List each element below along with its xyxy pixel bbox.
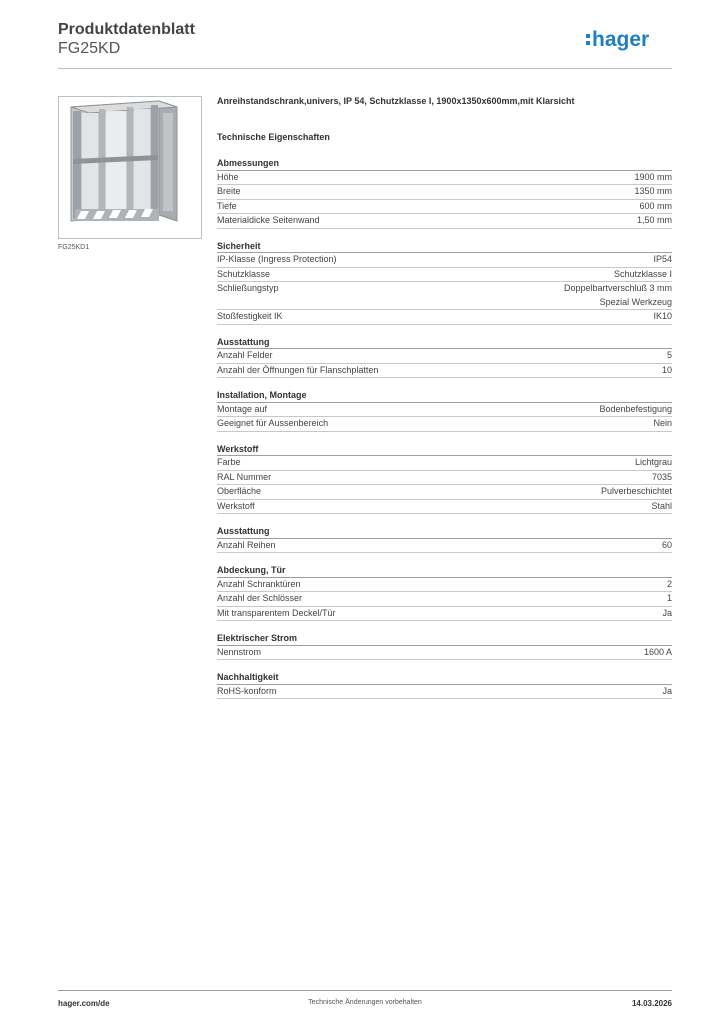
group-title: Ausstattung <box>217 524 672 539</box>
property-label: IP-Klasse (Ingress Protection) <box>217 254 337 264</box>
property-row <box>217 607 672 622</box>
property-value-line: Spezial Werkzeug <box>599 296 672 307</box>
property-label: Anzahl der Schlösser <box>217 593 303 603</box>
property-value-line: Lichtgrau <box>634 457 672 467</box>
image-caption: FG25KD1 <box>58 244 90 251</box>
property-row <box>217 310 672 325</box>
group-title: Sicherheit <box>217 239 672 254</box>
property-group <box>217 442 672 515</box>
property-row <box>217 214 672 229</box>
property-value-line: Ja <box>662 685 672 696</box>
hager-logo[interactable] <box>586 28 672 54</box>
property-label: Oberfläche <box>217 486 262 496</box>
property-value-line: Ja <box>662 607 672 618</box>
property-label: Breite <box>217 186 241 196</box>
property-value-line: 1350 mm <box>634 186 672 196</box>
group-title: Abdeckung, Tür <box>217 563 672 578</box>
footer-website-link[interactable]: hager.com/de <box>58 999 110 1008</box>
property-row <box>217 646 672 661</box>
property-group <box>217 156 672 229</box>
property-row <box>217 500 672 515</box>
property-row <box>217 282 672 310</box>
footer-date: 14.03.2026 <box>631 999 672 1008</box>
property-value <box>635 456 672 470</box>
property-value <box>653 417 672 431</box>
property-group <box>217 631 672 660</box>
property-group <box>217 563 672 621</box>
document-title: Produktdatenblatt <box>58 21 195 38</box>
property-row <box>217 364 672 379</box>
property-row <box>217 185 672 200</box>
group-title: Installation, Montage <box>217 388 672 403</box>
property-label: Schutzklasse <box>217 268 271 279</box>
property-row <box>217 417 672 432</box>
property-group <box>217 524 672 553</box>
property-value <box>662 364 672 378</box>
property-row <box>217 349 672 364</box>
property-value-line: Doppelbartverschluß 3 mm <box>563 283 672 293</box>
property-label: Montage auf <box>217 403 268 414</box>
property-row <box>217 268 672 283</box>
property-value-line: 1900 mm <box>634 171 672 182</box>
property-value-line: 60 <box>661 539 672 550</box>
property-value-line: IK10 <box>653 311 672 321</box>
group-title: Nachhaltigkeit <box>217 670 672 685</box>
property-value <box>639 200 672 214</box>
property-value <box>644 646 672 660</box>
property-row <box>217 485 672 500</box>
property-value <box>599 403 672 417</box>
property-value-line: 1,50 mm <box>636 215 672 225</box>
property-value <box>634 171 672 185</box>
property-row <box>217 592 672 607</box>
group-title: Elektrischer Strom <box>217 631 672 646</box>
property-value-line: Bodenbefestigung <box>599 403 672 414</box>
property-label: Schließungstyp <box>217 283 279 293</box>
property-value-line: 7035 <box>651 471 672 482</box>
property-value <box>653 253 672 267</box>
property-label: Farbe <box>217 457 241 467</box>
property-label: RAL Nummer <box>217 471 272 482</box>
property-row <box>217 200 672 215</box>
property-label: Nennstrom <box>217 646 262 657</box>
property-value-line: 1 <box>666 593 672 603</box>
property-groups <box>217 156 672 699</box>
property-value-line: 10 <box>661 364 672 375</box>
property-value <box>601 485 672 499</box>
property-label: Stoßfestigkeit IK <box>217 311 283 321</box>
property-label: Höhe <box>217 171 239 182</box>
property-value-line: Schutzklasse I <box>613 268 672 279</box>
property-value-line: 5 <box>666 350 672 360</box>
property-value <box>662 539 672 553</box>
property-value-line: Pulverbeschichtet <box>600 486 672 496</box>
property-value <box>653 310 672 324</box>
cabinet-illustration <box>59 97 201 238</box>
property-row <box>217 171 672 186</box>
product-details <box>217 94 672 709</box>
page-header <box>58 20 672 69</box>
property-row <box>217 685 672 700</box>
property-label: Anzahl Schranktüren <box>217 578 301 589</box>
property-row <box>217 539 672 554</box>
product-code: FG25KD <box>58 40 121 57</box>
group-title: Werkstoff <box>217 442 672 457</box>
property-value <box>667 578 672 592</box>
property-row <box>217 578 672 593</box>
property-value-line: Stahl <box>651 500 672 511</box>
property-label: Tiefe <box>217 200 237 211</box>
property-group <box>217 335 672 379</box>
property-value-line: 2 <box>666 578 672 589</box>
property-row <box>217 471 672 486</box>
property-value <box>667 592 672 606</box>
property-group <box>217 239 672 325</box>
property-label: Materialdicke Seitenwand <box>217 215 320 225</box>
property-value-line: IP54 <box>653 254 672 264</box>
property-label: Anzahl Felder <box>217 350 273 360</box>
footer-disclaimer: Technische Änderungen vorbehalten <box>308 999 422 1006</box>
group-title: Abmessungen <box>217 156 672 171</box>
property-value <box>634 185 672 199</box>
property-value <box>614 268 672 282</box>
property-value <box>667 349 672 363</box>
property-value-line: 1600 A <box>643 646 672 657</box>
property-value <box>662 607 672 621</box>
product-image <box>58 96 202 239</box>
property-value-line: Nein <box>653 418 672 428</box>
property-label: Geeignet für Aussenbereich <box>217 418 329 428</box>
property-label: Anzahl der Öffnungen für Flanschplatten <box>217 364 379 375</box>
property-row <box>217 403 672 418</box>
property-value <box>652 471 672 485</box>
property-value <box>662 685 672 699</box>
property-group <box>217 388 672 432</box>
product-description: Anreihstandschrank,univers, IP 54, Schutzklasse I, 1900x1350x600mm,mit Klarsicht <box>217 96 575 106</box>
property-value <box>651 500 672 514</box>
property-label: Mit transparentem Deckel/Tür <box>217 607 336 618</box>
property-value <box>564 282 672 309</box>
section-title: Technische Eigenschaften <box>217 132 330 142</box>
group-title: Ausstattung <box>217 335 672 350</box>
property-value <box>637 214 672 228</box>
page-footer <box>58 990 672 1014</box>
property-row <box>217 253 672 268</box>
property-group <box>217 670 672 699</box>
property-value-line: 600 mm <box>639 200 672 211</box>
logo-text: hager <box>592 28 650 51</box>
property-row <box>217 456 672 471</box>
property-label: Werkstoff <box>217 500 255 511</box>
property-label: RoHS-konform <box>217 685 277 696</box>
property-label: Anzahl Reihen <box>217 539 276 550</box>
